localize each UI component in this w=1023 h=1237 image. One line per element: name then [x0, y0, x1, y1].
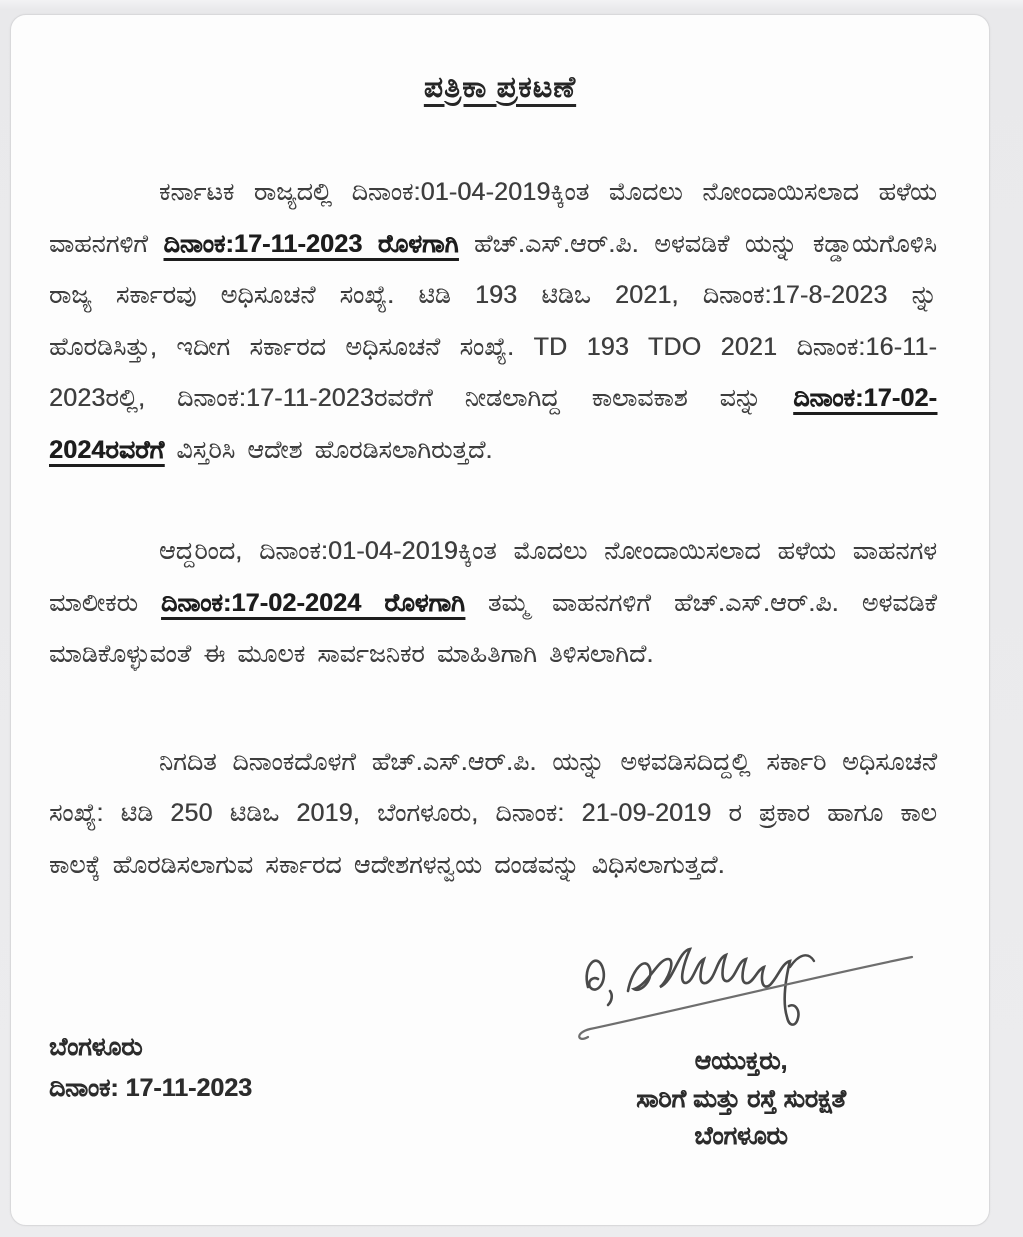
paragraph-owner-instruction: [49, 526, 937, 681]
paragraph-text: ತಮ್ಮ ವಾಹನಗಳಿಗೆ ಹೆಚ್.ಎಸ್.ಆರ್.ಪಿ. ಅಳವಡಿಕೆ ಮಾಡಿಕೊಳ್ಳುವಂತೆ ಈ ಮೂಲಕ ಸಾರ್ವಜನಿಕರ ಮಾಹಿತಿಗಾಗಿ ತಿಳಿಸಲಾಗಿದೆ.: [49, 588, 937, 668]
paragraph-registration-notice: [49, 167, 937, 476]
signatory-department: ಸಾರಿಗೆ ಮತ್ತು ರಸ್ತೆ ಸುರಕ್ಷತೆ: [636, 1084, 846, 1113]
signatory-block: [521, 1043, 961, 1156]
highlighted-deadline-17-02-2024: ದಿನಾಂಕ:17-02-2024 ರೊಳಗಾಗಿ: [161, 588, 465, 617]
paragraph-text: ನಿಗದಿತ ದಿನಾಂಕದೊಳಗೆ ಹೆಚ್.ಎಸ್.ಆರ್.ಪಿ. ಯನ್ನು ಅಳವಡಿಸದಿದ್ದಲ್ಲಿ ಸರ್ಕಾರಿ ಅಧಿಸೂಚನೆ ಸಂಖ್ಯೆ: ಟಿಡಿ 250 ಟಿಡಿಒ 2019, ಬೆಂಗಳೂರು, ದಿನಾಂಕ: 21-09-2019 ರ ಪ್ರಕಾರ ಹಾಗೂ ಕಾಲ ಕಾಲಕ್ಕೆ ಹೊರಡಿಸಲಾಗುವ ಸರ್ಕಾರದ ಆದೇಶಗಳನ್ವಯ ದಂಡವನ್ನು ವಿಧಿಸಲಾಗುತ್ತದೆ.: [49, 747, 937, 879]
highlighted-extension-17-02-2024: ದಿನಾಂಕ:17-02-2024ರವರೆಗೆ: [49, 384, 937, 464]
page-title-text: ಪತ್ರಿಕಾ ಪ್ರಕಟಣೆ: [423, 71, 577, 104]
paragraph-text: ಕರ್ನಾಟಕ ರಾಜ್ಯದಲ್ಲಿ ದಿನಾಂಕ:01-04-2019ಕ್ಕಿಂತ ಮೊದಲು ನೋಂದಾಯಿಸಲಾದ ಹಳೆಯ ವಾಹನಗಳಿಗೆ: [49, 178, 937, 258]
paragraph-text: ವಿಸ್ತರಿಸಿ ಆದೇಶ ಹೊರಡಿಸಲಾಗಿರುತ್ತದೆ.: [164, 435, 493, 464]
document-body: [11, 167, 989, 891]
dateline-date: ದಿನಾಂಕ: 17-11-2023: [49, 1073, 252, 1102]
paragraph-penalty-warning: [49, 737, 937, 892]
dateline-place: ಬೆಂಗಳೂರು: [49, 1033, 143, 1061]
paragraph-text: ಹೆಚ್.ಎಸ್.ಆರ್.ಪಿ. ಅಳವಡಿಕೆ ಯನ್ನು ಕಡ್ಡಾಯಗೊಳಿಸಿ ರಾಜ್ಯ ಸರ್ಕಾರವು ಅಧಿಸೂಚನೆ ಸಂಖ್ಯೆ. ಟಿಡಿ 193 ಟಿಡಿಒ 2021, ದಿನಾಂಕ:17-8-2023 ನ್ನು ಹೊರಡಿಸಿತ್ತು, ಇದೀಗ ಸರ್ಕಾರದ ಅಧಿಸೂಚನೆ ಸಂಖ್ಯೆ. TD 193 TDO 2021 ದಿನಾಂಕ:16-11-2023ರಲ್ಲಿ, ದಿನಾಂಕ:17-11-2023ರವರೆಗೆ ನೀಡಲಾಗಿದ್ದ ಕಾಲಾವಕಾಶ ವನ್ನು: [49, 229, 937, 412]
highlighted-deadline-17-11-2023: ದಿನಾಂಕ:17-11-2023 ರೊಳಗಾಗಿ: [163, 229, 459, 258]
paragraph-text: ಆದ್ದರಿಂದ, ದಿನಾಂಕ:01-04-2019ಕ್ಕಿಂತ ಮೊದಲು ನೋಂದಾಯಿಸಲಾದ ಹಳೆಯ ವಾಹನಗಳ ಮಾಲೀಕರು: [49, 537, 937, 617]
signatory-place: ಬೆಂಗಳೂರು: [694, 1122, 788, 1150]
signatory-designation: ಆಯುಕ್ತರು,: [694, 1047, 788, 1075]
signature-scribble: [574, 915, 919, 1047]
page-title: [11, 71, 989, 105]
document-page: [10, 14, 990, 1226]
dateline-block: [49, 1027, 252, 1108]
